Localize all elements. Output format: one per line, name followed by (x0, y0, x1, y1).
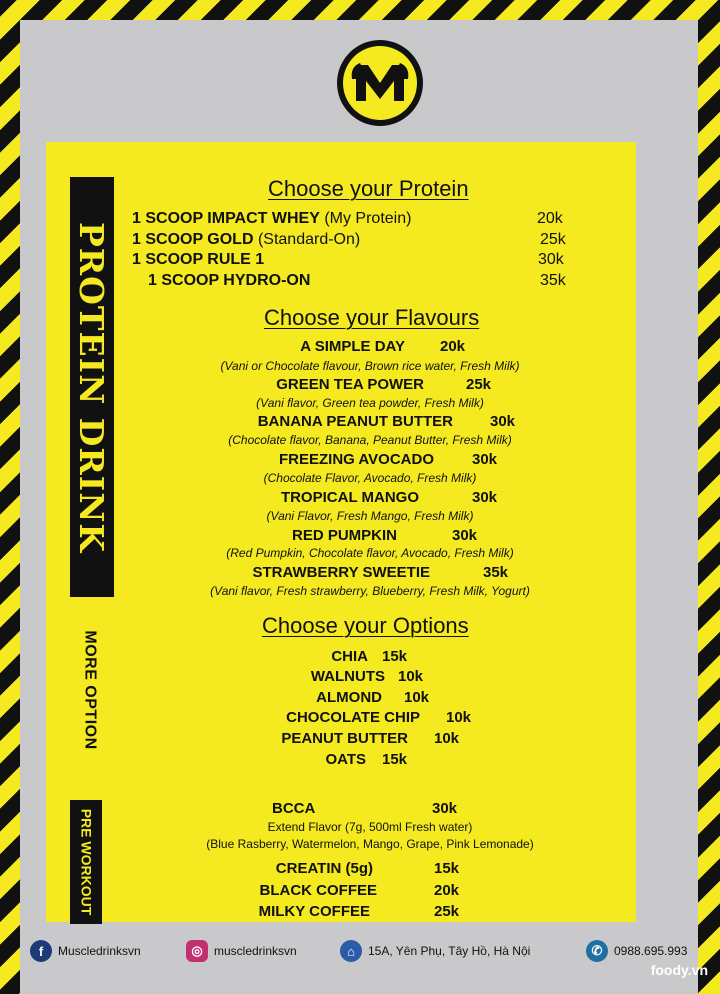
home-icon: ⌂ (340, 940, 362, 962)
flavour-name: STRAWBERRY SWEETIE (252, 564, 430, 581)
pre-workout-price: 15k (434, 860, 460, 877)
flavour-desc: (Vani flavor, Fresh strawberry, Blueberry, Fresh Milk, Yogurt) (210, 584, 530, 598)
protein-price: 30k (538, 251, 564, 268)
flexing-arms-icon (350, 57, 410, 109)
flavour-name: GREEN TEA POWER (276, 376, 424, 393)
footer-address: ⌂ 15A, Yên Phụ, Tây Hồ, Hà Nội (340, 940, 530, 962)
bcca-price: 30k (432, 800, 458, 817)
protein-price: 25k (540, 231, 566, 248)
flavour-price: 30k (472, 451, 498, 468)
option-name: CHOCOLATE CHIP (286, 709, 420, 726)
foody-watermark: foody.vn (650, 962, 708, 978)
footer-phone[interactable]: ✆ 0988.695.993 (586, 940, 687, 962)
option-price: 10k (434, 730, 460, 747)
flavour-price: 30k (472, 489, 498, 506)
flavours-heading: Choose your Flavours (264, 305, 480, 330)
flavour-desc: (Chocolate flavor, Banana, Peanut Butter, Fresh Milk) (228, 433, 512, 447)
flavour-desc: (Chocolate Flavor, Avocado, Fresh Milk) (263, 471, 477, 485)
protein-item: 1 SCOOP GOLD (Standard-On) (132, 231, 361, 248)
protein-item: 1 SCOOP RULE 1 (132, 251, 265, 268)
protein-heading: Choose your Protein (268, 176, 469, 201)
footer-facebook[interactable]: f Muscledrinksvn (30, 940, 141, 962)
instagram-icon: ◎ (186, 940, 208, 962)
flavour-price: 25k (466, 376, 492, 393)
option-price: 10k (446, 709, 472, 726)
pre-workout-item: CREATIN (5g) (275, 860, 373, 877)
bcca-flavors: (Blue Rasberry, Watermelon, Mango, Grape, Pink Lemonade) (206, 837, 534, 851)
facebook-icon: f (30, 940, 52, 962)
flavour-name: BANANA PEANUT BUTTER (257, 413, 453, 430)
flavour-price: 20k (440, 338, 466, 355)
footer-instagram[interactable]: ◎ muscledrinksvn (186, 940, 297, 962)
protein-drink-label: PROTEIN DRINK (70, 177, 114, 597)
pre-workout-item: MILKY COFFEE (258, 903, 370, 920)
flavour-desc: (Vani flavor, Green tea powder, Fresh Milk) (256, 396, 484, 410)
pre-workout-label: PRE WORKOUT (70, 800, 102, 924)
protein-item: 1 SCOOP HYDRO-ON (148, 272, 311, 289)
logo-badge (337, 40, 423, 126)
option-price: 10k (404, 689, 430, 706)
flavour-desc: (Vani or Chocolate flavour, Brown rice water, Fresh Milk) (220, 359, 520, 373)
options-heading: Choose your Options (262, 613, 469, 638)
protein-price: 20k (537, 210, 563, 227)
option-name: ALMOND (316, 689, 382, 706)
more-option-label: MORE OPTION (82, 630, 99, 750)
protein-price: 35k (540, 272, 566, 289)
option-price: 10k (398, 668, 424, 685)
flavour-desc: (Vani Flavor, Fresh Mango, Fresh Milk) (266, 509, 474, 523)
flavour-name: A SIMPLE DAY (300, 338, 405, 355)
flavour-desc: (Red Pumpkin, Chocolate flavor, Avocado, Fresh Milk) (226, 546, 514, 560)
flavour-name: FREEZING AVOCADO (278, 451, 434, 468)
option-name: OATS (325, 751, 366, 768)
pre-workout-price: 20k (434, 882, 460, 899)
option-name: WALNUTS (310, 668, 385, 685)
option-price: 15k (382, 648, 408, 665)
flavour-price: 35k (483, 564, 509, 581)
option-price: 15k (382, 751, 408, 768)
bcca-desc: Extend Flavor (7g, 500ml Fresh water) (267, 820, 473, 834)
pre-workout-price: 25k (434, 903, 460, 920)
protein-item: 1 SCOOP IMPACT WHEY (My Protein) (132, 210, 412, 227)
pre-workout-item: BLACK COFFEE (259, 882, 377, 899)
bcca-name: BCCA (272, 800, 316, 817)
option-name: PEANUT BUTTER (281, 730, 408, 747)
phone-icon: ✆ (586, 940, 608, 962)
option-name: CHIA (331, 648, 368, 665)
flavour-price: 30k (452, 527, 478, 544)
flavour-price: 30k (490, 413, 516, 430)
flavour-name: RED PUMPKIN (291, 527, 397, 544)
flavour-name: TROPICAL MANGO (280, 489, 419, 506)
